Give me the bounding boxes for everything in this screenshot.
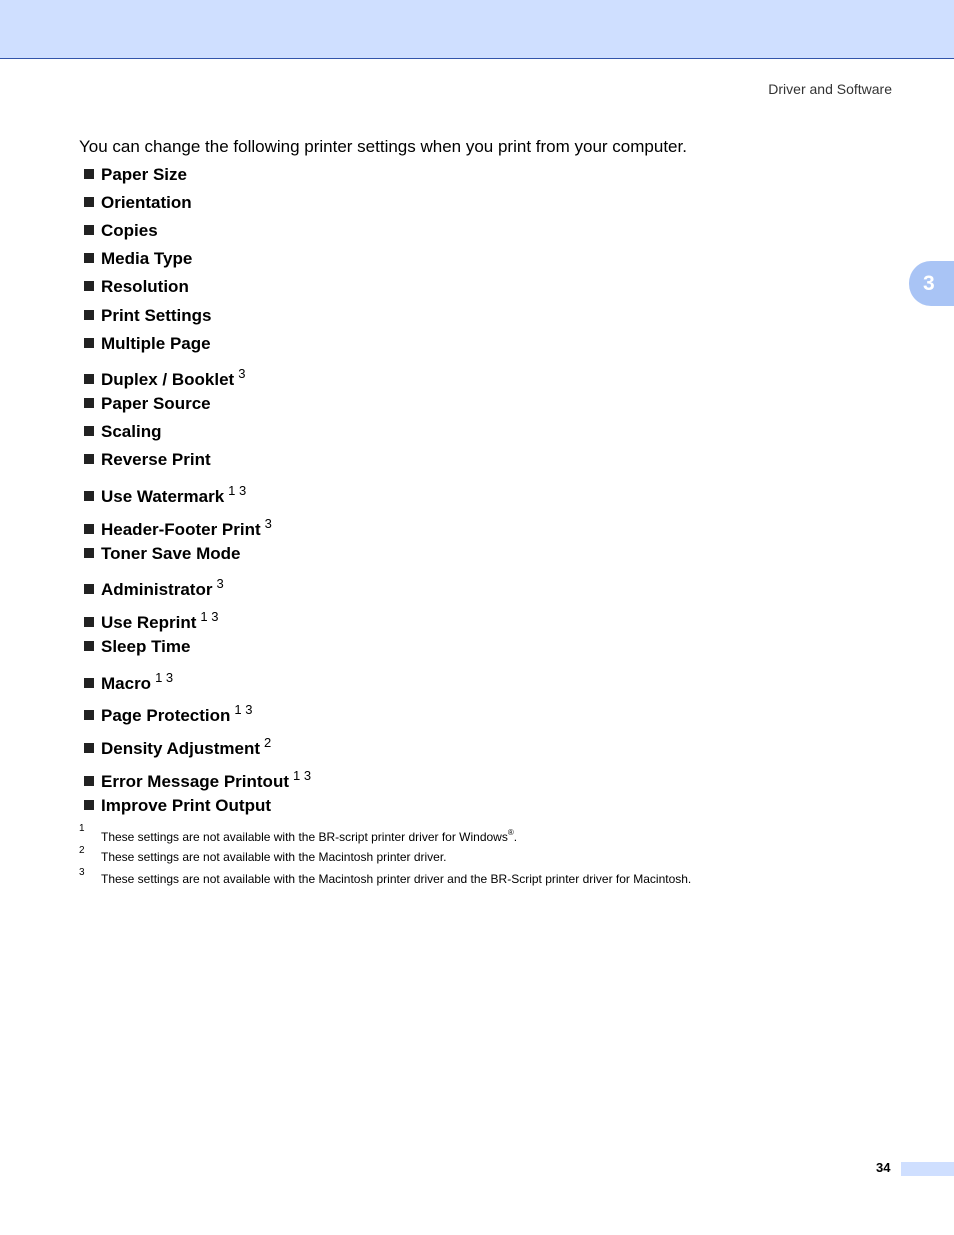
footnote-ref: 1 3 <box>200 609 219 624</box>
footnote-ref: 3 <box>264 516 272 531</box>
setting-label: Duplex / Booklet <box>101 370 235 389</box>
square-bullet-icon <box>84 253 94 263</box>
setting-label: Use Watermark <box>101 487 225 506</box>
footnote-ref: 3 <box>238 366 246 381</box>
footnote-text <box>101 828 517 844</box>
setting-label: Paper Source <box>101 394 211 413</box>
setting-label: Use Reprint <box>101 613 197 632</box>
square-bullet-icon <box>84 491 94 501</box>
footnote-number: 2 <box>79 845 85 856</box>
setting-label: Administrator <box>101 580 213 599</box>
square-bullet-icon <box>84 398 94 408</box>
square-bullet-icon <box>84 374 94 384</box>
footnote-number: 1 <box>79 823 85 834</box>
setting-item <box>84 702 253 726</box>
square-bullet-icon <box>84 710 94 720</box>
square-bullet-icon <box>84 617 94 627</box>
setting-label: Copies <box>101 221 158 240</box>
setting-label: Media Type <box>101 249 193 268</box>
setting-item <box>84 394 211 414</box>
footnote-ref: 1 3 <box>228 483 247 498</box>
square-bullet-icon <box>84 800 94 810</box>
setting-label: Reverse Print <box>101 450 211 469</box>
header-band <box>0 0 954 59</box>
chapter-tab: 3 <box>909 261 954 306</box>
square-bullet-icon <box>84 524 94 534</box>
setting-label: Header-Footer Print <box>101 520 261 539</box>
setting-item <box>84 165 187 185</box>
footnote-ref: 1 3 <box>234 702 253 717</box>
registered-mark: ® <box>507 828 514 837</box>
setting-item <box>84 768 311 792</box>
square-bullet-icon <box>84 454 94 464</box>
setting-label: Print Settings <box>101 306 212 325</box>
setting-label: Macro <box>101 674 152 693</box>
setting-item <box>84 544 241 564</box>
setting-item <box>84 193 192 213</box>
setting-item <box>84 277 189 297</box>
setting-item <box>84 249 192 269</box>
footnote-body: These settings are not available with the BR-script printer driver for Windows <box>101 830 508 844</box>
setting-label: Orientation <box>101 193 192 212</box>
footnote-tail: . <box>513 830 518 844</box>
setting-item <box>84 516 272 540</box>
setting-label: Toner Save Mode <box>101 544 241 563</box>
setting-item <box>84 576 224 600</box>
setting-item <box>84 422 161 442</box>
page-number-bar <box>901 1162 954 1176</box>
square-bullet-icon <box>84 281 94 291</box>
section-title: Driver and Software <box>768 81 892 97</box>
page-number: 34 <box>876 1160 891 1175</box>
setting-item <box>84 637 190 657</box>
footnote-ref: 3 <box>216 576 224 591</box>
square-bullet-icon <box>84 548 94 558</box>
footnote-body: These settings are not available with the Macintosh printer driver. <box>101 850 447 864</box>
setting-item <box>84 609 219 633</box>
setting-item <box>84 334 211 354</box>
setting-label: Density Adjustment <box>101 739 261 758</box>
setting-label: Improve Print Output <box>101 796 271 815</box>
square-bullet-icon <box>84 584 94 594</box>
square-bullet-icon <box>84 743 94 753</box>
setting-label: Multiple Page <box>101 334 211 353</box>
setting-item <box>84 450 211 470</box>
setting-label: Paper Size <box>101 165 187 184</box>
setting-label: Scaling <box>101 422 162 441</box>
square-bullet-icon <box>84 678 94 688</box>
setting-item <box>84 306 212 326</box>
square-bullet-icon <box>84 169 94 179</box>
footnote-text <box>101 850 447 864</box>
footnote-body: These settings are not available with the Macintosh printer driver and the BR-Script printer driver for Macintosh. <box>101 872 692 886</box>
footnote-ref: 1 3 <box>293 768 312 783</box>
footnote-ref: 1 3 <box>155 670 174 685</box>
setting-label: Sleep Time <box>101 637 191 656</box>
setting-item <box>84 221 158 241</box>
setting-item <box>84 670 173 694</box>
square-bullet-icon <box>84 426 94 436</box>
intro-paragraph: You can change the following printer settings when you print from your computer. <box>79 137 687 156</box>
setting-label: Page Protection <box>101 706 231 725</box>
square-bullet-icon <box>84 776 94 786</box>
square-bullet-icon <box>84 338 94 348</box>
footnote-ref: 2 <box>264 735 272 750</box>
square-bullet-icon <box>84 310 94 320</box>
square-bullet-icon <box>84 641 94 651</box>
square-bullet-icon <box>84 225 94 235</box>
setting-item <box>84 483 246 507</box>
footnote-number: 3 <box>79 867 85 878</box>
square-bullet-icon <box>84 197 94 207</box>
setting-label: Error Message Printout <box>101 772 289 791</box>
footnote-text <box>101 872 691 886</box>
setting-item <box>84 366 245 390</box>
setting-item <box>84 735 271 759</box>
setting-label: Resolution <box>101 277 189 296</box>
setting-item <box>84 796 271 816</box>
